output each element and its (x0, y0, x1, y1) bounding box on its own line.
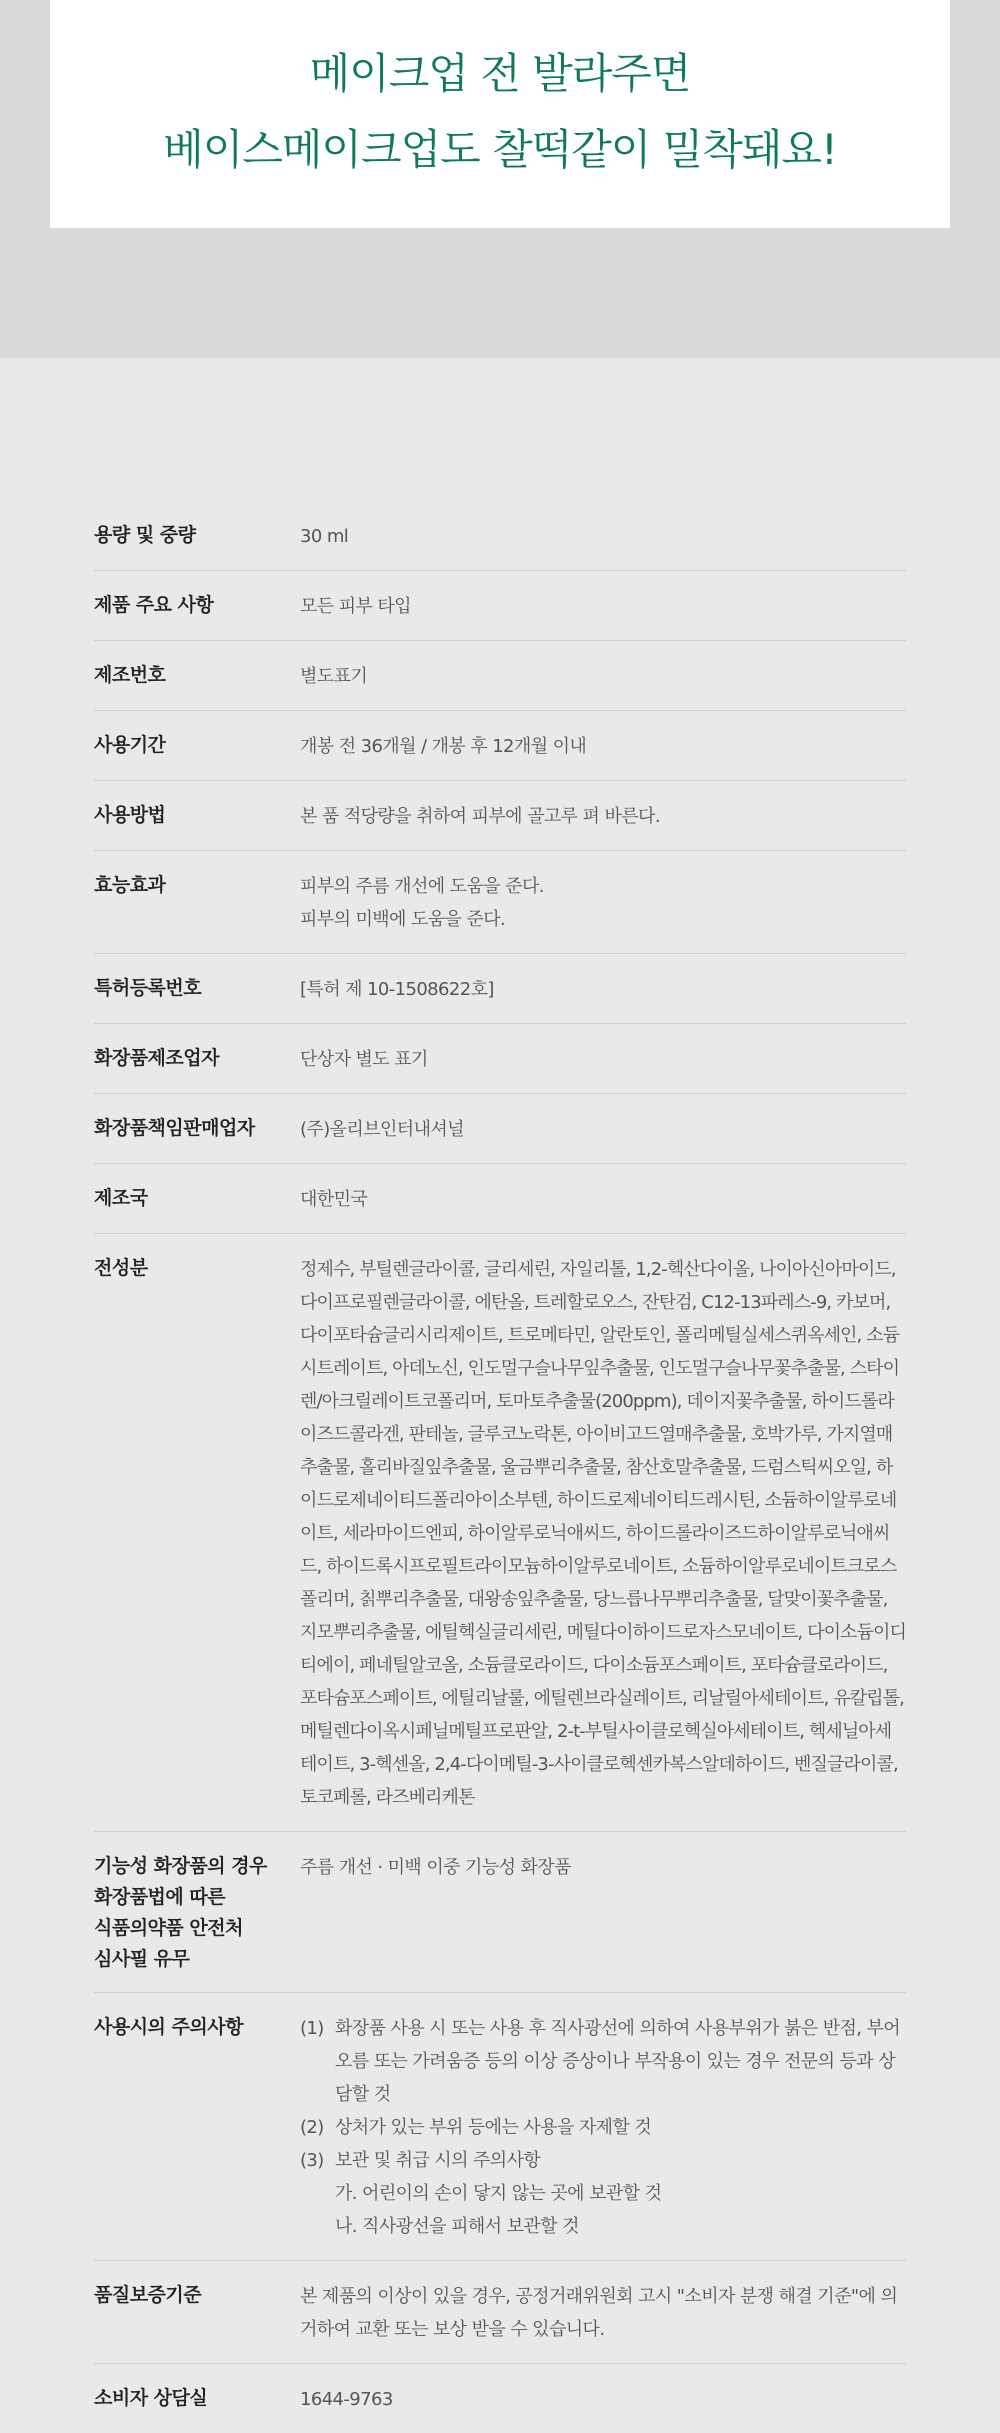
caution-number: (1) (300, 2018, 324, 2039)
caution-list (300, 2012, 906, 2243)
row-label: 제품 주요 사항 (94, 594, 214, 616)
info-row-customer-service (94, 2364, 906, 2433)
caution-subitem: 가. 어린이의 손이 닿지 않는 곳에 보관할 것 (335, 2183, 662, 2204)
row-label: 화장품책임판매업자 (94, 1117, 255, 1139)
row-value: 본 제품의 이상이 있을 경우, 공정거래위원회 고시 "소비자 분쟁 해결 기준"에 의거하여 교환 또는 보상 받을 수 있습니다. (300, 2286, 898, 2340)
hero-band (0, 0, 1000, 358)
ingredients-text: 정제수, 부틸렌글라이콜, 글리세린, 자일리톨, 1,2-헥산다이올, 나이아신아마이드, 다이프로필렌글라이콜, 에탄올, 트레할로오스, 잔탄검, C12-13파레스-9, 카보머, 다이포타슘글리시리제이트, 트로메타민, 알란토인, 폴리메틸실세스퀴옥세인, 소듐시트레이트, 아데노신, 인도멀구슬나무잎추출물, 인도멀구슬나무꽃추출물, 스타이렌/아크릴레이트코폴리머, 토마토추출물(200ppm), 데이지꽃추출물, 하이드롤라이즈드콜라겐, 판테놀, 글루코노락톤, 아이비고드열매추출물, 호박가루, 가지열매추출물, 홀리바질잎추출물, 울금뿌리추출물, 참산호말추출물, 드럼스틱씨오일, 하이드로제네이티드폴리아이소부텐, 하이드로제네이티드레시틴, 소듐하이알루로네이트, 세라마이드엔피, 하이알루로닉애씨드, 하이드롤라이즈드하이알루로닉애씨드, 하이드록시프로필트라이모늄하이알루로네이트, 소듐하이알루로네이트크로스폴리머, 칡뿌리추출물, 대왕송잎추출물, 당느릅나무뿌리추출물, 달맞이꽃추출물, 지모뿌리추출물, 에틸헥실글리세린, 메틸다이하이드로자스모네이트, 다이소듐이디티에이, 페네틸알코올, 소듐클로라이드, 다이소듐포스페이트, 포타슘클로라이드, 포타슘포스페이트, 에틸리날룰, 에틸렌브라실레이트, 리날릴아세테이트, 유칼립톨, 메틸렌다이옥시페닐메틸프로판알, 2-t-부틸사이클로헥실아세테이트, 헥세닐아세테이트, 3-헥센올, 2,4-다이메틸-3-사이클로헥센카복스알데하이드, 벤질글라이콜, 토코페롤, 라즈베리케톤 (300, 1259, 907, 1808)
row-label (94, 1851, 300, 1975)
info-row-lot-number (94, 641, 906, 711)
product-info-section (0, 358, 1000, 2424)
effect-line: 피부의 미백에 도움을 준다. (300, 909, 506, 930)
hero-headline-line2: 베이스메이크업도 찰떡같이 밀착돼요! (163, 125, 837, 174)
caution-text: 상처가 있는 부위 등에는 사용을 자제할 것 (335, 2117, 652, 2138)
row-label: 품질보증기준 (94, 2284, 202, 2306)
caution-subitem: 나. 직사광선을 피해서 보관할 것 (335, 2216, 579, 2237)
info-row-country (94, 1164, 906, 1234)
row-value: [특허 제 10-1508622호] (300, 979, 494, 1000)
info-row-cautions (94, 1993, 906, 2261)
row-value: 30 ml (300, 526, 349, 547)
row-label: 특허등록번호 (94, 977, 202, 999)
info-row-volume (94, 501, 906, 571)
customer-service-phone: 1644-9763 (300, 2389, 393, 2410)
effect-line: 피부의 주름 개선에 도움을 준다. (300, 876, 544, 897)
row-label: 전성분 (94, 1257, 148, 1279)
row-value: 주름 개선 · 미백 이중 기능성 화장품 (300, 1857, 571, 1878)
caution-number: (2) (300, 2117, 324, 2138)
row-label: 소비자 상담실 (94, 2387, 208, 2409)
row-value: 단상자 별도 표기 (300, 1049, 428, 1070)
info-row-patent (94, 954, 906, 1024)
info-row-ingredients (94, 1234, 906, 1832)
caution-text-group (335, 2144, 906, 2243)
row-value: 별도표기 (300, 666, 368, 687)
info-row-quality-assurance (94, 2261, 906, 2364)
caution-text: 화장품 사용 시 또는 사용 후 직사광선에 의하여 사용부위가 붉은 반점, 부어오름 또는 가려움증 등의 이상 증상이나 부작용이 있는 경우 전문의 등과 상담할 것 (335, 2018, 901, 2105)
label-line: 식품의약품 안전처 (94, 1917, 243, 1939)
info-row-functional-cosmetic (94, 1832, 906, 1993)
hero-headline-line1: 메이크업 전 발라주면 (309, 49, 691, 98)
label-line: 심사필 유무 (94, 1948, 190, 1970)
info-row-effect (94, 851, 906, 954)
row-value: (주)올리브인터내셔널 (300, 1119, 464, 1140)
row-label: 용량 및 중량 (94, 524, 196, 546)
label-line: 기능성 화장품의 경우 (94, 1855, 267, 1877)
row-value: 대한민국 (300, 1189, 368, 1210)
row-label: 사용시의 주의사항 (94, 2016, 243, 2038)
hero-card (50, 0, 950, 228)
row-value: 본 품 적당량을 취하여 피부에 골고루 펴 바른다. (300, 806, 660, 827)
caution-item (300, 2012, 906, 2111)
caution-item (300, 2111, 906, 2144)
label-line: 화장품법에 따른 (94, 1886, 226, 1908)
caution-number: (3) (300, 2150, 324, 2171)
row-value: 모든 피부 타입 (300, 596, 411, 617)
product-info-table (94, 501, 906, 2433)
row-value (300, 870, 906, 936)
row-label: 사용방법 (94, 804, 166, 826)
row-value: 개봉 전 36개월 / 개봉 후 12개월 이내 (300, 736, 587, 757)
info-row-seller (94, 1094, 906, 1164)
info-row-usage-period (94, 711, 906, 781)
row-label: 제조번호 (94, 664, 166, 686)
row-label: 화장품제조업자 (94, 1047, 219, 1069)
caution-text: 보관 및 취급 시의 주의사항 (335, 2150, 541, 2171)
row-label: 제조국 (94, 1187, 148, 1209)
info-row-manufacturer (94, 1024, 906, 1094)
info-row-usage-method (94, 781, 906, 851)
row-label: 사용기간 (94, 734, 166, 756)
caution-item (300, 2144, 906, 2243)
info-row-skin-type (94, 571, 906, 641)
row-label: 효능효과 (94, 874, 166, 896)
